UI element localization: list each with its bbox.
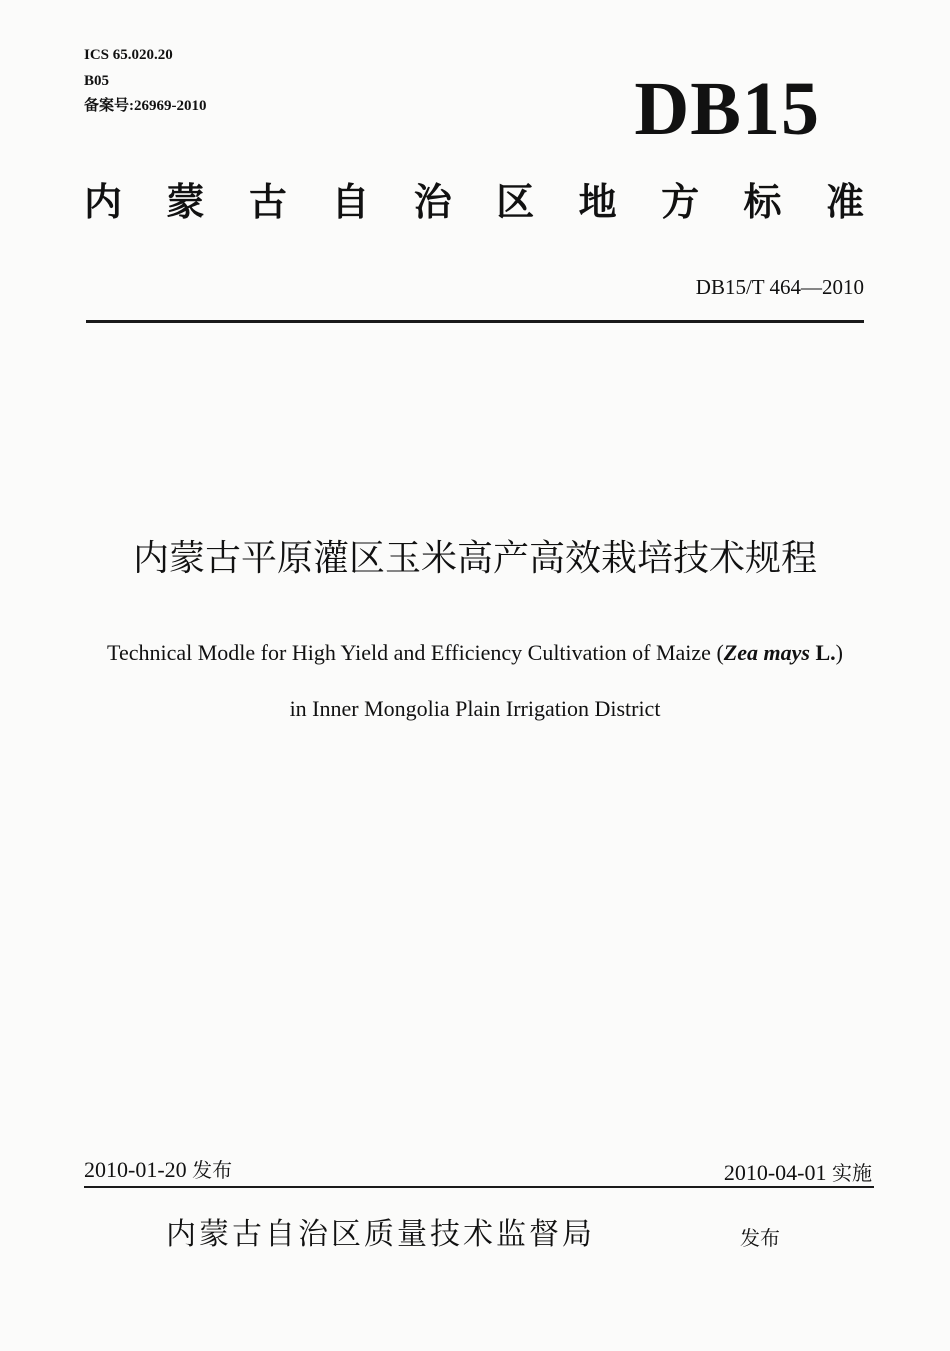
species-author: L. [809, 640, 836, 665]
bottom-divider [84, 1186, 874, 1188]
heading-char: 方 [661, 180, 700, 224]
implementation-date-value: 2010-04-01 [723, 1160, 827, 1185]
heading-char: 标 [743, 180, 782, 224]
issue-date-value: 2010-01-20 [84, 1157, 187, 1182]
classification-code: B05 [84, 73, 110, 89]
title-chinese: 内蒙古平原灌区玉米高产高效栽培技术规程 [132, 538, 817, 579]
heading-char: 内 [84, 180, 123, 224]
issue-date [84, 1156, 232, 1184]
standard-code-logo: DB15 [634, 67, 820, 151]
closing-parenthesis: ) [835, 640, 843, 665]
ics-code: ICS 65.020.20 [84, 47, 173, 63]
issuing-label: 发布 [740, 1226, 780, 1250]
heading-char: 古 [248, 180, 287, 224]
standard-organization-heading [84, 174, 864, 230]
top-divider [86, 320, 864, 323]
implementation-label: 实施 [832, 1161, 872, 1185]
issue-label: 发布 [192, 1158, 233, 1182]
title-english-line-2: in Inner Mongolia Plain Irrigation District [289, 696, 661, 721]
heading-char: 区 [496, 180, 535, 224]
heading-char: 自 [331, 180, 370, 224]
standard-number: DB15/T 464—2010 [695, 275, 864, 299]
heading-char: 地 [578, 180, 617, 224]
species-name: Zea mays [723, 640, 810, 665]
heading-char: 蒙 [166, 180, 205, 224]
implementation-date [724, 1159, 872, 1187]
record-number: 备案号:26969-2010 [84, 98, 207, 114]
heading-char: 准 [825, 180, 864, 224]
title-english-text: Technical Modle for High Yield and Efficiency Cultivation of Maize ( [107, 640, 724, 665]
title-english-line-1 [20, 638, 930, 668]
heading-char: 治 [413, 180, 452, 224]
issuing-authority: 内蒙古自治区质量技术监督局 [166, 1217, 595, 1252]
